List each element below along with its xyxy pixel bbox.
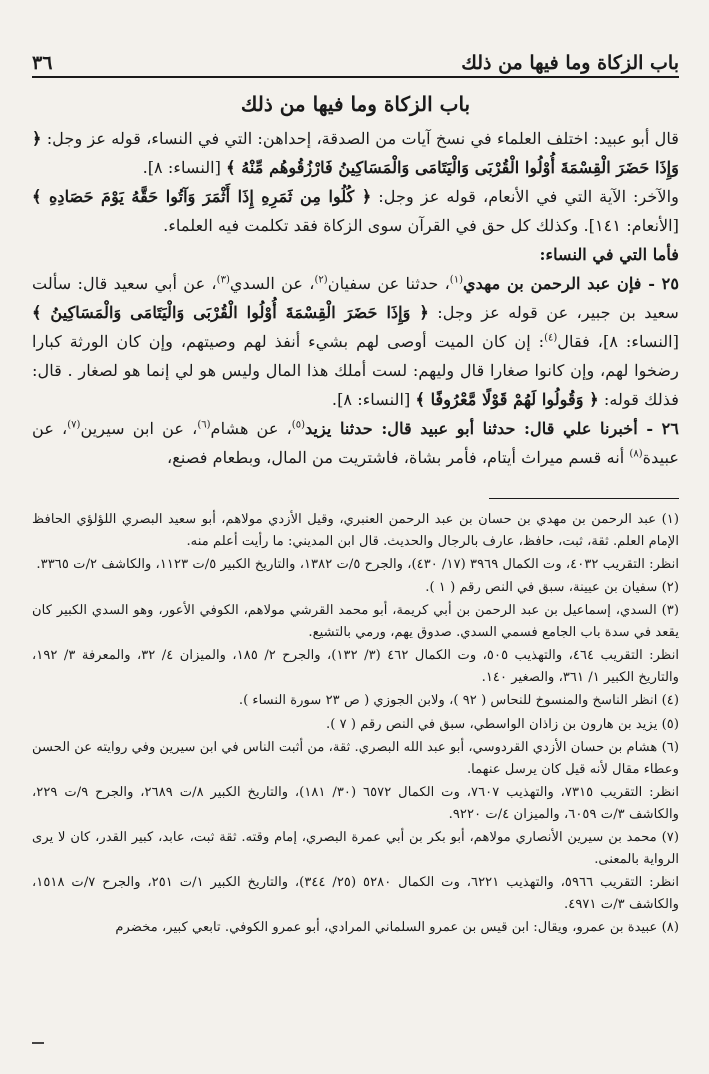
footnote-label: (٥) — [661, 716, 679, 732]
footnote-text: هشام بن حسان الأزدي القردوسي، أبو عبد الله البصري. ثقة، من أثبت الناس في ابن سيرين وفي روايته عن الحسن وعطاء مقال لأنه قيل كان يرسل عنهما. — [32, 739, 679, 778]
paragraph-2 — [32, 182, 679, 240]
footnote-8 — [32, 917, 679, 939]
running-title: باب الزكاة وما فيها من ذلك — [461, 52, 679, 74]
chapter-title: باب الزكاة وما فيها من ذلك — [240, 92, 471, 116]
footnote-source: انظر: التقريب ٥٩٦٦، والتهذيب ٦٢٢١، وت الكمال ٥٢٨٠ (٢٥/ ٣٤٤)، والتاريخ الكبير ١/ت ٢٥١، والجرح ٧/ت ١٥١٨، والكاشف ٣/ت ٤٩٧١. — [32, 874, 679, 913]
text-span: ، عن أبي سعيد قال: سألت سعيد بن جبير، عن قوله عز وجل: — [32, 274, 679, 322]
footnote-ref: (٦) — [197, 419, 211, 431]
footnote-text: محمد بن سيرين الأنصاري مولاهم، أبو بكر بن أبي عمرة البصري، إمام وقته. ثقة ثبت، عابد، كبير القدر، كان لا يرى الرواية بالمعنى. — [32, 830, 679, 868]
quran-verse: ﴿ وَإِذَا حَضَرَ الْقِسْمَةَ أُوْلُوا الْقُرْبَى وَالْيَتَامَى وَالْمَسَاكِينُ فَارْزُقُوهُم مِّنْهُ ﴾ — [32, 129, 679, 177]
footnote-3 — [32, 600, 679, 689]
footnote-separator — [489, 498, 679, 499]
text-span: فإن عبد الرحمن بن مهدي — [462, 274, 649, 293]
page-number: ٣٦ — [32, 52, 53, 74]
footnotes — [32, 509, 679, 940]
footnote-label: (٣) — [661, 603, 679, 619]
text-span: ، حدثنا عن سفيان — [327, 274, 450, 293]
text-span: ، عن عبيدة — [32, 419, 679, 467]
footnote-label: (٦) — [661, 739, 679, 755]
text-span: [النساء: ٨]. — [331, 390, 416, 409]
text-span: ، عن هشام — [210, 419, 292, 438]
footnote-source: انظر: التقريب ٤٦٤، والتهذيب ٥٠٥، وت الكمال ٤٦٢ (٣/ ١٣٢)، والجرح ٢/ ١٨٥، والميزان ٤/ ٣٢، والمعرفة ٣/ ١٩٢، والتاريخ الكبير ١/ ٣٦١، والصغير ١٤٠. — [32, 647, 680, 686]
sub-heading: فأما التي في النساء: — [539, 245, 679, 264]
footnote-ref: (٥) — [291, 419, 305, 431]
text-span: أخبرنا علي قال: حدثنا أبو عبيد قال: حدثنا يزيد — [304, 419, 647, 438]
footnote-label: (٨) — [661, 920, 679, 936]
text-span: [الأنعام: ١٤١]. وكذلك كل حق في القرآن سوى الزكاة فقد تكلمت فيه العلماء. — [163, 216, 679, 235]
hadith-number: ٢٦ - — [646, 419, 679, 438]
footnote-6 — [32, 737, 679, 826]
hadith-number: ٢٥ - — [648, 274, 680, 293]
footnote-ref: (٤) — [544, 332, 558, 344]
text-span: [النساء: ٨]، فقال — [557, 332, 679, 351]
footnote-text: سفيان بن عيينة، سبق في النص رقم ( ١ ). — [425, 579, 658, 595]
text-span: والآخر: الآية التي في الأنعام، قوله عز وجل: — [371, 187, 679, 206]
footnote-4 — [32, 690, 679, 712]
quran-verse: ﴿ كُلُوا مِن ثَمَرِهِ إِذَا أَثْمَرَ وَآتُوا حَقَّهُ يَوْمَ حَصَادِهِ ﴾ — [32, 187, 372, 206]
footnote-label: (٤) — [661, 693, 679, 709]
footnote-label: (١) — [661, 512, 679, 527]
footnote-label: (٧) — [661, 830, 679, 846]
footnote-source: انظر: التقريب ٤٠٣٢، وت الكمال ٣٩٦٩ (١٧/ ٤٣٠)، والجرح ٥/ت ١٣٨٢، والتاريخ الكبير ٥/ت ١١٢٣، والكاشف ٢/ت ٣٣٦٥. — [36, 556, 679, 572]
page-header — [32, 46, 679, 78]
footnote-2 — [32, 577, 679, 599]
footnote-text: عبيدة بن عمرو، ويقال: ابن قيس بن عمرو السلماني المرادي، أبو عمرو الكوفي. تابعي كبير، مخضرم — [115, 920, 658, 936]
text-span: : إن كان الميت أوصى لهم بشيء أنفذ لهم وصيتهم، وإن كان الورثة كبارا رضخوا لهم، وإن كانوا صغارا قال وليهم: لست أملك هذا المال وليس هو لي إنما هو لصغار . قال: فذلك قوله: — [32, 332, 679, 409]
page-corner-mark — [32, 1042, 44, 1044]
footnote-text: يزيد بن هارون بن زاذان الواسطي، سبق في النص رقم ( ٧ ). — [326, 716, 658, 732]
footnote-source: انظر: التقريب ٧٣١٥، والتهذيب ٧٦٠٧، وت الكمال ٦٥٧٢ (٣٠/ ١٨١)، والتاريخ الكبير ٨/ت ٢٦٨٩، والجرح ٩/ت ٢٢٩، والكاشف ٣/ت ٦٠٥٩، والميزان ٤/ت ٩٢٢٠. — [32, 784, 679, 822]
footnote-ref: (٢) — [314, 274, 328, 286]
footnote-ref: (١) — [449, 274, 463, 286]
quran-verse: ﴿ وَإِذَا حَضَرَ الْقِسْمَةَ أُوْلُوا الْقُرْبَى وَالْيَتَامَى وَالْمَسَاكِينُ ﴾ — [32, 303, 429, 322]
footnote-7 — [32, 827, 679, 916]
footnote-text: عبد الرحمن بن مهدي بن حسان بن عبد الرحمن العنبري، وقيل الأزدي مولاهم، أبو سعيد البصري اللؤلؤي الحافظ الإمام العلم. ثقة، ثبت، حافظ، عارف بالرجال والحديث. قال ابن المديني: ما رأيت أعلم منه. — [32, 512, 679, 550]
hadith-25 — [32, 269, 679, 414]
paragraph-1 — [32, 124, 679, 182]
text-span: [النساء: ٨]. — [142, 158, 227, 177]
footnote-ref: (٣) — [216, 274, 230, 286]
text-span: أنه قسم ميراث أيتام، فأمر بشاة، فاشتريت من المال، وبطعام فصنع، — [167, 448, 630, 467]
text-span: قال أبو عبيد: اختلف العلماء في نسخ آيات من الصدقة، إحداهن: التي في النساء، قوله عز وجل: — [41, 129, 679, 148]
footnote-label: (٢) — [661, 579, 679, 595]
text-span: ، عن السدي — [229, 274, 315, 293]
hadith-26 — [32, 414, 679, 472]
quran-verse: ﴿ وَقُولُوا لَهُمْ قَوْلًا مَّعْرُوفًا ﴾ — [415, 390, 599, 409]
footnote-ref: (٧) — [67, 419, 81, 431]
footnote-ref: (٨) — [629, 448, 643, 460]
main-text — [32, 124, 679, 472]
footnote-text: السدي، إسماعيل بن عبد الرحمن بن أبي كريمة، أبو محمد القرشي مولاهم، الكوفي الأعور، وهو السدي الكبير كان يقعد في سدة باب الجامع فسمي السدي. صدوق يهم، ورمي بالتشيع. — [32, 603, 679, 641]
footnote-text: انظر الناسخ والمنسوخ للنحاس ( ٩٢ )، ولابن الجوزي ( ص ٢٣ سورة النساء ). — [238, 693, 658, 709]
text-span: ، عن ابن سيرين — [80, 419, 198, 438]
footnote-5 — [32, 714, 679, 736]
footnote-1 — [32, 509, 679, 576]
